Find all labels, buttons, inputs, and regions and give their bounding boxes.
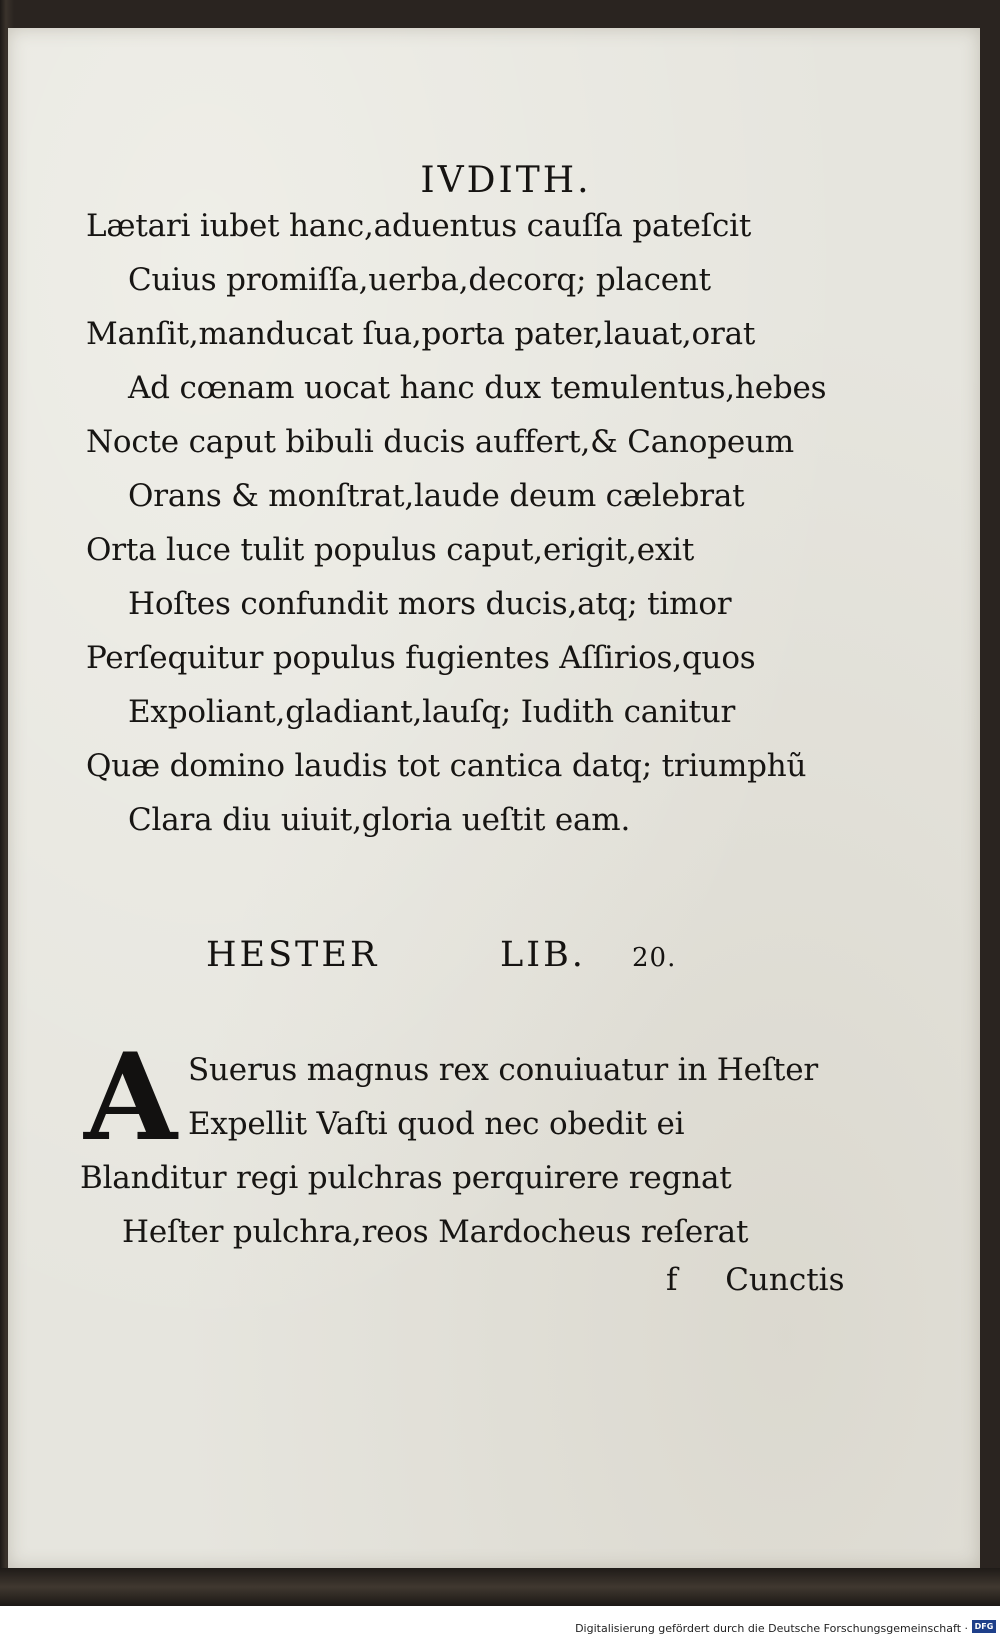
verse-line: Hoſtes confundit mors ducis,atq; timor [128, 586, 732, 622]
verse-line: Expoliant,gladiant,lauſq; Iudith canitur [128, 694, 736, 730]
verse-line: Heſter pulchra,reos Mardocheus reſerat [122, 1214, 749, 1250]
verse-line: Manſit,manducat ſua,porta pater,lauat,orat [86, 316, 756, 352]
verse-line: Expellit Vaſti quod nec obedit ei [188, 1106, 685, 1142]
page-bottom-edge [0, 1568, 1000, 1606]
decorated-initial: A [84, 1027, 178, 1168]
catchword: Cunctis [725, 1262, 845, 1298]
signature-and-catchword [666, 1262, 845, 1298]
verse-line: Blanditur regi pulchras perquirere regnat [80, 1160, 732, 1196]
verse-line: Lætari iubet hanc,aduentus cauſſa pateſcit [86, 208, 752, 244]
dfg-logo: DFG [972, 1620, 996, 1633]
section-title: HESTER [206, 935, 380, 975]
verse-line: Clara diu uiuit,gloria ueſtit eam. [128, 802, 631, 838]
verse-line: Perſequitur populus fugientes Aſſirios,quos [86, 640, 756, 676]
signature-mark: f [666, 1262, 678, 1298]
verse-line: Cuius promiſſa,uerba,decorq; placent [128, 262, 711, 298]
verse-line: Orans & monſtrat,laude deum cælebrat [128, 478, 745, 514]
section-lib-number: 20. [632, 943, 677, 973]
verse-line: Nocte caput bibuli ducis auffert,& Canopeum [86, 424, 794, 460]
verse-line: Orta luce tulit populus caput,erigit,exit [86, 532, 695, 568]
verse-line: Suerus magnus rex conuiuatur in Heſter [188, 1052, 819, 1088]
verse-line: Ad cœnam uocat hanc dux temulentus,hebes [128, 370, 827, 406]
section-lib-label: LIB. [500, 935, 586, 975]
digitization-credit: Digitalisierung gefördert durch die Deutsche Forschungsgemeinschaft · [575, 1622, 968, 1635]
verse-line: Quæ domino laudis tot cantica datq; triumphũ [86, 748, 807, 784]
book-page [8, 28, 980, 1568]
running-head: IVDITH. [420, 160, 592, 201]
